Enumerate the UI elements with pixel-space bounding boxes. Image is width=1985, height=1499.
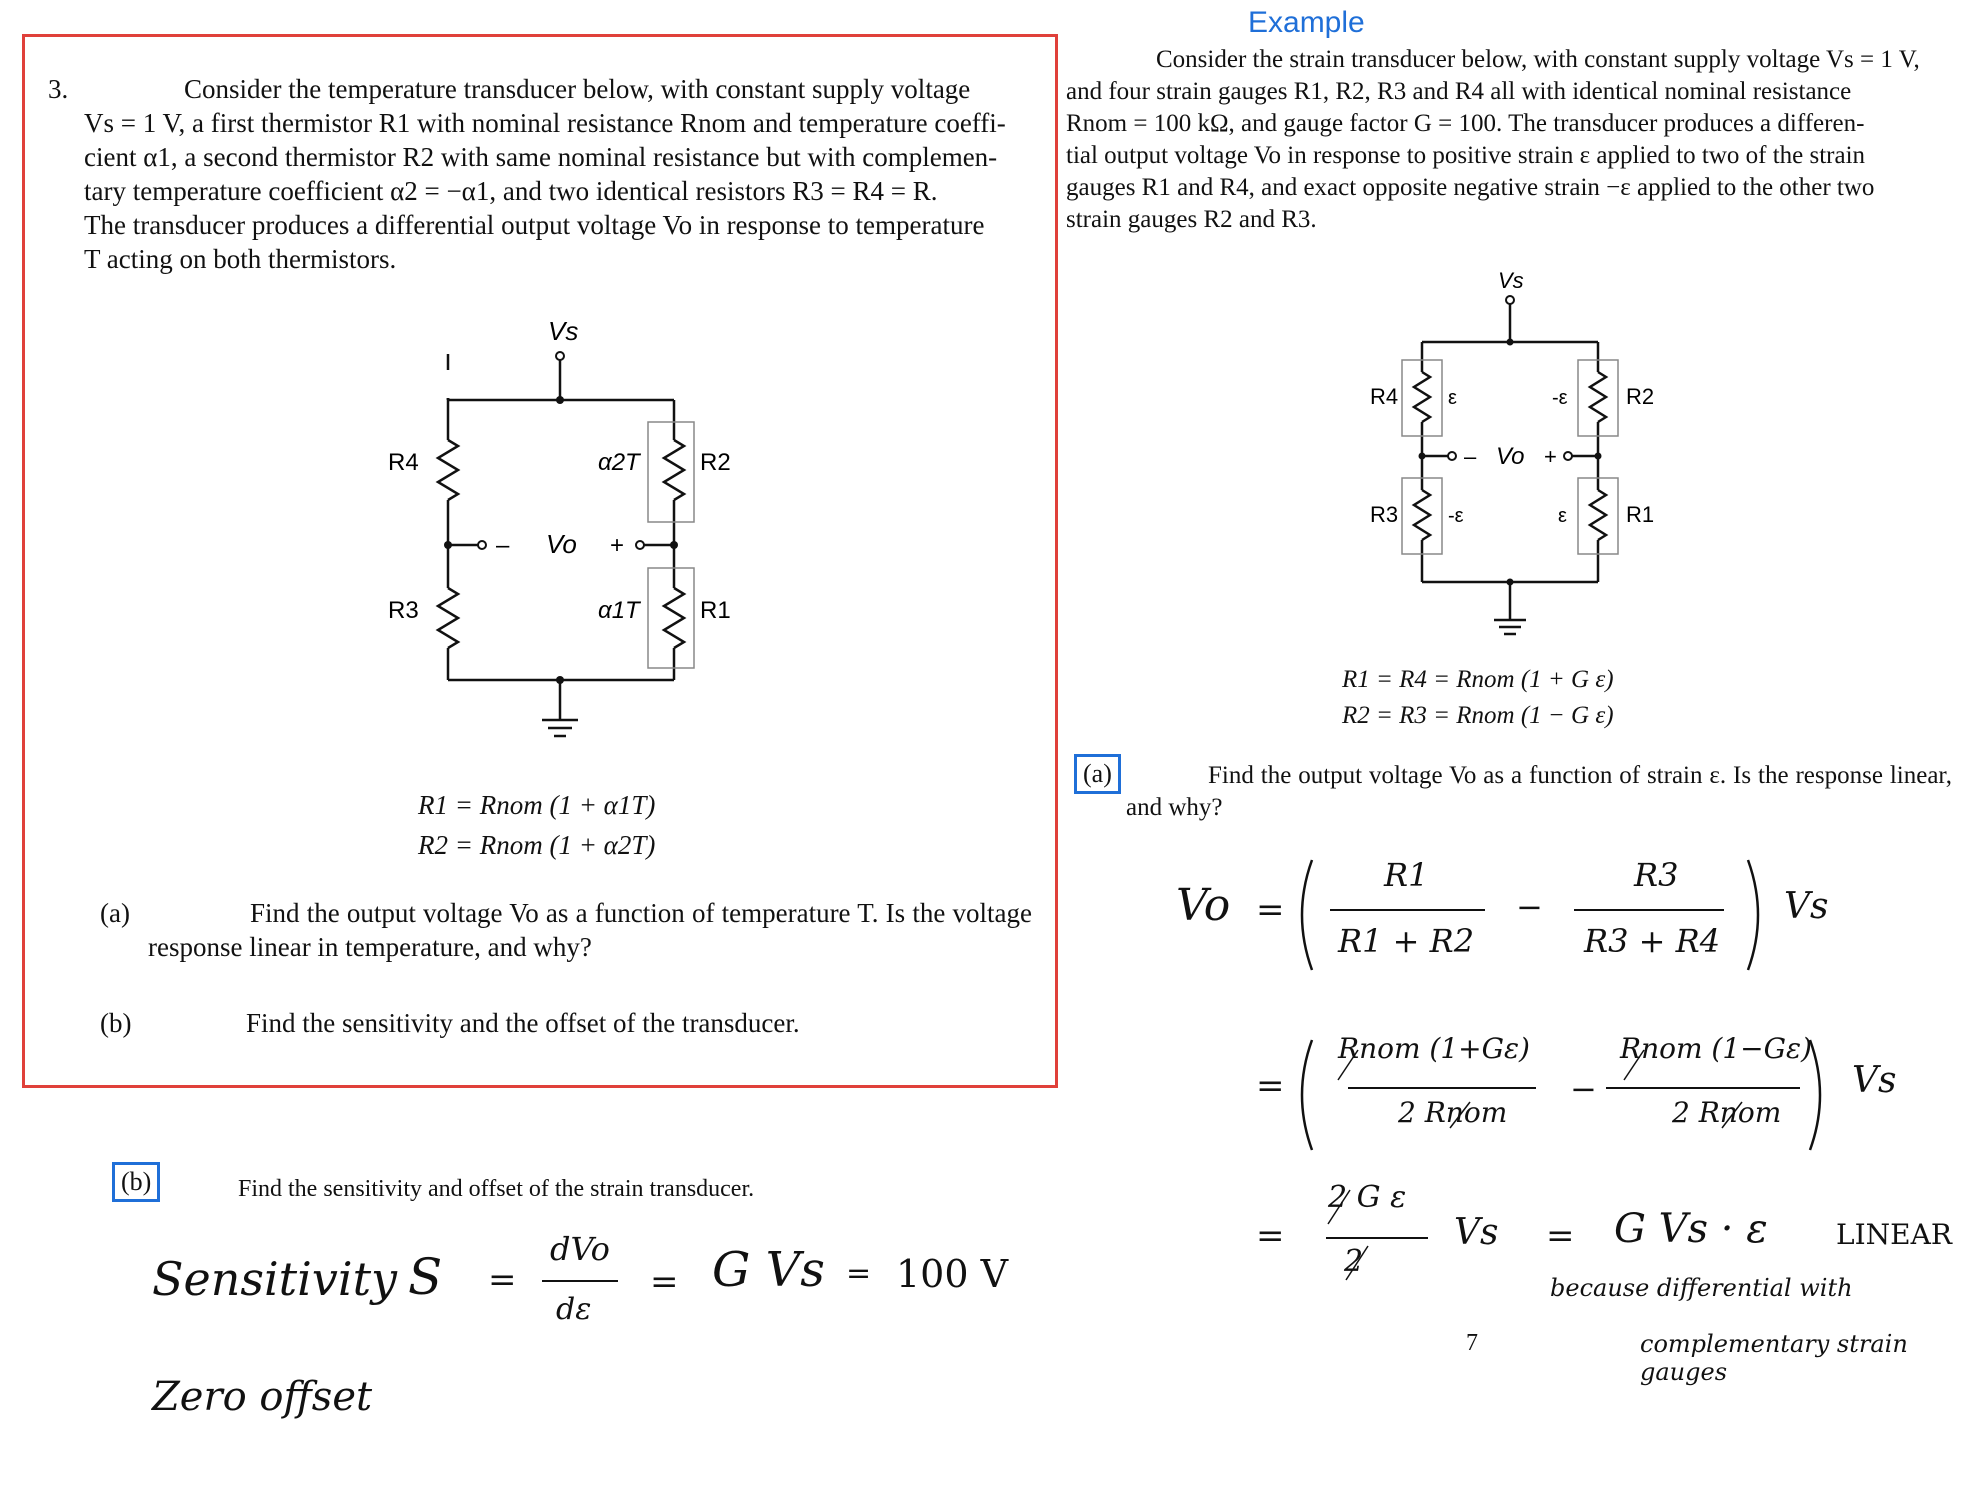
hw-gvs: G Vs — [712, 1242, 825, 1298]
example-part-b-text: Find the sensitivity and offset of the strain transducer. — [238, 1176, 755, 1202]
hw-den2: 2 Rnom — [1672, 1096, 1782, 1129]
hw-r1: R1 — [1384, 856, 1429, 894]
example-intro — [1066, 44, 1956, 236]
example-part-b-label: (b) — [112, 1162, 160, 1202]
hw-value: 100 V — [896, 1252, 1009, 1296]
example-line: tial output voltage Vo in response to positive strain ε applied to two of the strain — [1066, 142, 1866, 169]
problem-line: cient α1, a second thermistor R2 with same nominal resistance but with complemen- — [84, 142, 998, 172]
example-part-a-label: (a) — [1074, 754, 1121, 794]
hw-derivative-bar — [540, 1278, 620, 1284]
problem-line: tary temperature coefficient α2 = −α1, and two identical resistors R3 = R4 = R. — [84, 176, 938, 206]
hw-vs-3: Vs — [1454, 1212, 1499, 1253]
hw-reason-2: complementary strain gauges — [1640, 1330, 1908, 1386]
hw-eq-7: = — [846, 1256, 872, 1291]
label-plus: + — [1544, 444, 1557, 469]
label-minus: – — [1464, 444, 1477, 469]
hw-reason-1: because differential with — [1550, 1274, 1853, 1302]
hw-r3-plus-r4: R3 + R4 — [1584, 922, 1721, 960]
label-vs: Vs — [1498, 268, 1524, 293]
label-r2: R2 — [700, 449, 731, 476]
problem-part-b-text: Find the sensitivity and the offset of the transducer. — [246, 1008, 800, 1038]
hw-eq-6: = — [650, 1262, 679, 1302]
hw-num1: Rnom (1+Gε) — [1338, 1032, 1530, 1065]
hw-den3: 2 — [1344, 1244, 1364, 1279]
example-eq2: R2 = R3 = Rnom (1 − G ε) — [1342, 702, 1614, 729]
label-r3: R3 — [1370, 502, 1399, 527]
hw-linear: LINEAR — [1836, 1218, 1952, 1251]
label-r1: R1 — [700, 597, 731, 624]
label-vo: Vo — [546, 529, 577, 559]
hw-minus-1: − — [1516, 888, 1543, 926]
hw-eq-4: = — [1546, 1216, 1575, 1256]
label-neg-eps-r3: -ε — [1448, 505, 1464, 527]
problem-part-b-label: (b) — [100, 1008, 132, 1038]
hw-deps: dε — [556, 1292, 592, 1327]
hw-s: S — [408, 1248, 443, 1306]
label-eps-r4: ε — [1448, 387, 1457, 409]
hw-eq-1: = — [1256, 890, 1285, 930]
problem-eq-r2: R2 = Rnom (1 + α2T) — [418, 830, 656, 860]
label-neg-eps-r2: -ε — [1552, 387, 1568, 409]
label-r4: R4 — [1370, 384, 1399, 409]
problem-line: The transducer produces a differential output voltage Vo in response to temperature — [84, 210, 985, 240]
label-vs: Vs — [548, 316, 579, 346]
problem-part-a-text: Find the output voltage Vo as a function of temperature T. Is the voltage response linear in temperature, and why? — [148, 898, 1032, 962]
label-minus: – — [496, 532, 510, 559]
problem-intro — [84, 72, 1034, 276]
example-title: Example — [1248, 6, 1365, 39]
label-eps-r1: ε — [1558, 505, 1567, 527]
label-r1: R1 — [1626, 502, 1655, 527]
label-plus: + — [610, 532, 625, 559]
label-r2: R2 — [1626, 384, 1655, 409]
temperature-bridge-circuit — [360, 310, 780, 750]
label-a2t: α2T — [598, 449, 640, 476]
problem-part-a-label: (a) — [100, 898, 130, 928]
example-line: gauges R1 and R4, and exact opposite negative strain −ε applied to the other two — [1066, 174, 1875, 201]
problem-number: 3. — [48, 74, 69, 104]
hw-vs-1: Vs — [1784, 886, 1829, 927]
label-r4: R4 — [388, 449, 419, 476]
hw-num3: 2 G ε — [1328, 1180, 1407, 1215]
hw-num2: Rnom (1−Gε) — [1620, 1032, 1812, 1065]
label-a1t: α1T — [598, 597, 640, 624]
hw-dvo: dVo — [550, 1230, 610, 1268]
example-line: and four strain gauges R1, R2, R3 and R4 all with identical nominal resistance — [1066, 78, 1852, 105]
hw-den1: 2 Rnom — [1398, 1096, 1508, 1129]
page-number: 7 — [1466, 1330, 1478, 1356]
hw-zero-offset: Zero offset — [152, 1374, 373, 1420]
hw-eq-2: = — [1256, 1066, 1285, 1106]
example-line: Consider the strain transducer below, with constant supply voltage Vs = 1 V, — [1156, 46, 1920, 73]
problem-eq-r1: R1 = Rnom (1 + α1T) — [418, 790, 656, 820]
hw-eq-5: = — [488, 1260, 517, 1300]
hw-eq-3: = — [1256, 1216, 1285, 1256]
problem-line: Vs = 1 V, a first thermistor R1 with nominal resistance Rnom and temperature coeffi- — [84, 108, 1006, 138]
problem-line: T acting on both thermistors. — [84, 244, 397, 274]
hw-result: G Vs · ε — [1614, 1206, 1768, 1252]
hw-sensitivity-word: Sensitivity — [152, 1252, 398, 1306]
hw-r3: R3 — [1634, 856, 1679, 894]
hw-vo: Vo — [1176, 880, 1231, 931]
strain-bridge-circuit — [1350, 260, 1690, 650]
label-r3: R3 — [388, 597, 419, 624]
example-part-a-text: Find the output voltage Vo as a function of strain ε. Is the response linear, and why? — [1126, 762, 1952, 821]
hw-r1-plus-r2: R1 + R2 — [1338, 922, 1475, 960]
example-eq1: R1 = R4 = Rnom (1 + G ε) — [1342, 666, 1614, 693]
example-line: strain gauges R2 and R3. — [1066, 206, 1317, 233]
label-vo: Vo — [1496, 443, 1525, 470]
hw-vs-2: Vs — [1852, 1060, 1897, 1101]
problem-line: Consider the temperature transducer below, with constant supply voltage — [184, 74, 971, 104]
example-line: Rnom = 100 kΩ, and gauge factor G = 100. The transducer produces a differen- — [1066, 110, 1865, 137]
hw-minus-2: − — [1570, 1070, 1597, 1108]
